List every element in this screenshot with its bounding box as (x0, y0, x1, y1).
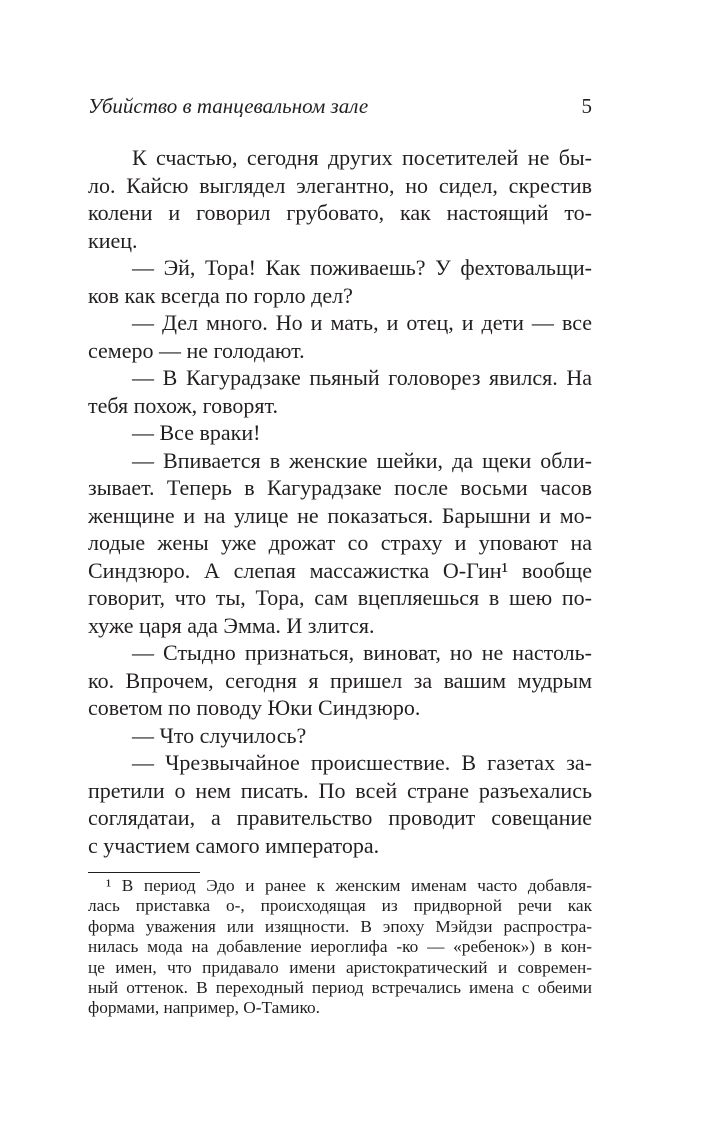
paragraph (88, 309, 592, 364)
paragraph (88, 639, 592, 722)
text-line: Синдзюро. А слепая массажистка О-Гин¹ вообще (88, 557, 592, 583)
paragraph (88, 364, 592, 419)
text-line: — Впивается в женские шейки, да щеки обли- (132, 447, 592, 473)
text-line: — В Кагурадзаке пьяный головорез явился. На (132, 365, 592, 390)
text-line: соглядатаи, а правительство проводит совещание (88, 805, 592, 830)
text-line: колени и говорил грубовато, как настоящий то- (88, 200, 592, 225)
text-line: с участием самого императора. (88, 832, 380, 858)
text-line: говорит, что ты, Тора, сам вцепляешься в шею по- (88, 585, 592, 610)
body-text (88, 144, 592, 859)
text-line: киец. (88, 227, 138, 253)
text-line: К счастью, сегодня других посетителей не бы- (132, 145, 592, 170)
text-line: ло. Кайсю выглядел элегантно, но сидел, скрестив (88, 172, 592, 198)
text-line: — Все враки! (132, 420, 261, 445)
text-line: женщине и на улице не показаться. Барышни и мо- (88, 502, 592, 528)
paragraph (88, 722, 592, 750)
paragraph (88, 144, 592, 254)
text-line: семеро — не голодают. (88, 337, 305, 363)
text-line: лодые жены уже дрожат со страху и уповают на (88, 530, 592, 555)
footnote-line: це имен, что придавало имени аристократический и современ- (88, 957, 592, 977)
text-line: — Чрезвычайное происшествие. В газетах за- (132, 750, 592, 775)
text-line: хуже царя ада Эмма. И злится. (88, 612, 375, 638)
footnote-line: ный оттенок. В переходный период встречались имена с обеими (88, 977, 592, 997)
text-line: — Дел много. Но и мать, и отец, и дети — все (132, 310, 592, 335)
paragraph (88, 419, 592, 447)
paragraph (88, 254, 592, 309)
running-header (88, 94, 592, 122)
footnote-line: ¹ В период Эдо и ранее к женским именам часто добавля- (106, 876, 592, 895)
footnote (88, 876, 592, 1019)
footnote-line: лась приставка о-, происходящая из придворной речи как (88, 896, 592, 916)
text-line: ко. Впрочем, сегодня я пришел за вашим мудрым (88, 667, 592, 693)
page-number: 5 (581, 94, 592, 118)
text-line: — Стыдно признаться, виноват, но не настоль- (132, 640, 592, 665)
text-line: зывает. Теперь в Кагурадзаке после восьми часов (88, 475, 592, 500)
text-line: советом по поводу Юки Синдзюро. (88, 695, 421, 720)
footnote-line: форма уважения или изящности. В эпоху Мэйдзи распростра- (88, 916, 592, 936)
text-line: претили о нем писать. По всей стране разъехались (88, 777, 592, 803)
text-line: — Эй, Тора! Как поживаешь? У фехтовальщи- (132, 255, 592, 280)
footnote-rule (88, 872, 200, 873)
text-line: ков как всегда по горло дел? (88, 282, 353, 308)
text-line: тебя похож, говорят. (88, 392, 278, 418)
running-title: Убийство в танцевальном зале (88, 94, 369, 118)
text-line: — Что случилось? (132, 722, 307, 748)
footnote-line: нилась мода на добавление иероглифа -ко — «ребенок») в кон- (88, 937, 592, 957)
footnote-line: формами, например, О-Тамико. (88, 998, 320, 1018)
paragraph (88, 749, 592, 859)
paragraph (88, 447, 592, 640)
